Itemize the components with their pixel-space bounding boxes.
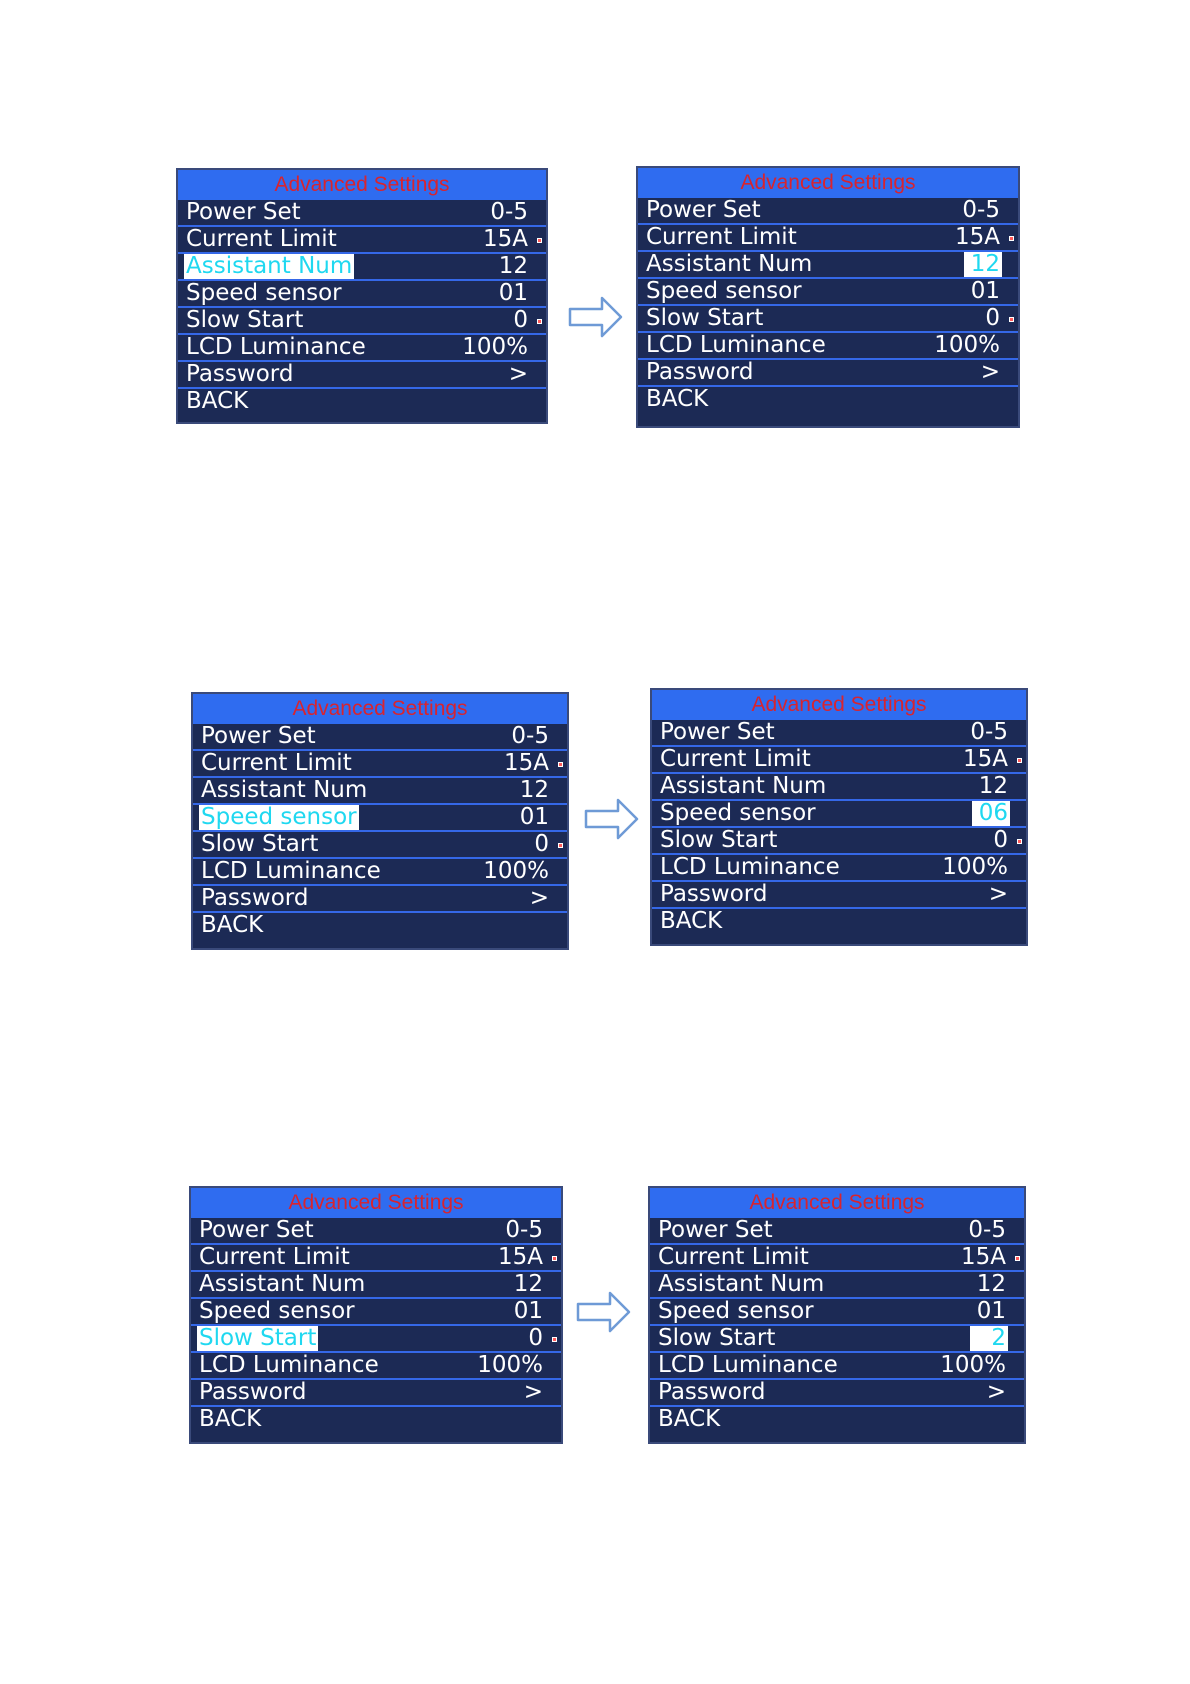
settings-screen-2	[636, 166, 1020, 428]
row-value: 12	[519, 777, 549, 803]
row-label: Assistant Num	[199, 1271, 366, 1297]
row-assistant-num[interactable]	[193, 778, 567, 805]
row-label: BACK	[186, 388, 249, 414]
row-power-set[interactable]	[650, 1218, 1024, 1245]
screen-title: Advanced Settings	[650, 1188, 1024, 1218]
screen-title: Advanced Settings	[178, 170, 546, 200]
indicator-dot-icon	[1017, 839, 1022, 844]
row-power-set[interactable]	[178, 200, 546, 227]
right-arrow-icon	[568, 295, 624, 339]
row-back[interactable]	[650, 1407, 1024, 1434]
row-value: 100%	[462, 334, 528, 360]
indicator-dot-icon	[552, 1337, 557, 1342]
indicator-dot-icon	[537, 319, 542, 324]
row-value: 0-5	[968, 1217, 1006, 1243]
row-label: BACK	[199, 1406, 262, 1432]
right-arrow-icon	[576, 1290, 632, 1334]
row-password[interactable]	[178, 362, 546, 389]
row-current-limit[interactable]	[191, 1245, 561, 1272]
row-label: Power Set	[199, 1217, 314, 1243]
row-assistant-num[interactable]	[652, 774, 1026, 801]
row-lcd-luminance[interactable]	[650, 1353, 1024, 1380]
row-label: Slow Start	[186, 307, 304, 333]
row-slow-start[interactable]	[193, 832, 567, 859]
row-back[interactable]	[652, 909, 1026, 936]
row-label: Power Set	[186, 199, 301, 225]
row-label: LCD Luminance	[660, 854, 840, 880]
screen-title: Advanced Settings	[193, 694, 567, 724]
row-label: LCD Luminance	[646, 332, 826, 358]
row-label: Password	[186, 361, 294, 387]
row-password[interactable]	[650, 1380, 1024, 1407]
row-value: 100%	[477, 1352, 543, 1378]
indicator-dot-icon	[1017, 758, 1022, 763]
screen-title: Advanced Settings	[191, 1188, 561, 1218]
row-value: 0	[985, 305, 1000, 331]
indicator-dot-icon	[552, 1256, 557, 1261]
row-current-limit[interactable]	[178, 227, 546, 254]
row-value: 01	[513, 1298, 543, 1324]
settings-screen-1	[176, 168, 548, 424]
row-value: 100%	[940, 1352, 1006, 1378]
row-value: 100%	[942, 854, 1008, 880]
row-label: Password	[201, 885, 309, 911]
row-value: 0-5	[505, 1217, 543, 1243]
row-label: Slow Start	[201, 831, 319, 857]
row-value-editing[interactable]: 06	[972, 801, 1010, 826]
row-label: Assistant Num	[646, 251, 813, 277]
row-current-limit[interactable]	[652, 747, 1026, 774]
row-label: Assistant Num	[201, 777, 368, 803]
row-label: Assistant Num	[660, 773, 827, 799]
row-value: 15A	[503, 750, 549, 776]
row-speed-sensor[interactable]	[650, 1299, 1024, 1326]
row-value: 0-5	[490, 199, 528, 225]
row-speed-sensor[interactable]	[191, 1299, 561, 1326]
row-current-limit[interactable]	[638, 225, 1018, 252]
chevron-right-icon: >	[986, 1379, 1006, 1405]
row-label: Slow Start	[658, 1325, 776, 1351]
indicator-dot-icon	[558, 762, 563, 767]
chevron-right-icon: >	[980, 359, 1000, 385]
row-value: 100%	[934, 332, 1000, 358]
row-label-selected: Speed sensor	[201, 804, 357, 830]
row-label: BACK	[658, 1406, 721, 1432]
row-label: LCD Luminance	[201, 858, 381, 884]
row-label: LCD Luminance	[186, 334, 366, 360]
settings-screen-5	[189, 1186, 563, 1444]
indicator-dot-icon	[1009, 317, 1014, 322]
row-back[interactable]	[193, 913, 567, 940]
row-label: LCD Luminance	[199, 1352, 379, 1378]
row-power-set[interactable]	[652, 720, 1026, 747]
row-slow-start[interactable]	[638, 306, 1018, 333]
row-power-set[interactable]	[638, 198, 1018, 225]
row-label: Speed sensor	[660, 800, 816, 826]
row-label: Current Limit	[660, 746, 811, 772]
row-value-editing[interactable]: 2	[970, 1326, 1008, 1351]
row-label: Power Set	[658, 1217, 773, 1243]
row-current-limit[interactable]	[193, 751, 567, 778]
indicator-dot-icon	[558, 843, 563, 848]
row-value: 100%	[483, 858, 549, 884]
row-label: BACK	[646, 386, 709, 412]
row-speed-sensor[interactable]	[178, 281, 546, 308]
row-value: 12	[978, 773, 1008, 799]
row-power-set[interactable]	[191, 1218, 561, 1245]
row-value: 12	[513, 1271, 543, 1297]
chevron-right-icon: >	[508, 361, 528, 387]
row-label: Current Limit	[201, 750, 352, 776]
row-label: Current Limit	[646, 224, 797, 250]
indicator-dot-icon	[1009, 236, 1014, 241]
row-label: Current Limit	[199, 1244, 350, 1270]
row-value: 01	[976, 1298, 1006, 1324]
screen-title: Advanced Settings	[638, 168, 1018, 198]
row-assistant-num[interactable]	[638, 252, 1018, 279]
chevron-right-icon: >	[529, 885, 549, 911]
row-value: 0-5	[970, 719, 1008, 745]
indicator-dot-icon	[537, 238, 542, 243]
row-label: Password	[646, 359, 754, 385]
row-value: 01	[498, 280, 528, 306]
row-label: Current Limit	[658, 1244, 809, 1270]
row-value: 12	[976, 1271, 1006, 1297]
row-label: Password	[199, 1379, 307, 1405]
row-assistant-num[interactable]	[650, 1272, 1024, 1299]
row-speed-sensor[interactable]	[193, 805, 567, 832]
row-lcd-luminance[interactable]	[193, 859, 567, 886]
row-value: 15A	[482, 226, 528, 252]
row-power-set[interactable]	[193, 724, 567, 751]
row-label: Speed sensor	[199, 1298, 355, 1324]
row-slow-start[interactable]	[652, 828, 1026, 855]
row-label-selected: Slow Start	[199, 1325, 317, 1351]
chevron-right-icon: >	[523, 1379, 543, 1405]
row-label: Speed sensor	[186, 280, 342, 306]
row-lcd-luminance[interactable]	[638, 333, 1018, 360]
row-password[interactable]	[638, 360, 1018, 387]
settings-screen-3	[191, 692, 569, 950]
row-value: 0-5	[511, 723, 549, 749]
row-label: Power Set	[660, 719, 775, 745]
row-label: Speed sensor	[646, 278, 802, 304]
row-slow-start[interactable]	[650, 1326, 1024, 1353]
row-slow-start[interactable]	[191, 1326, 561, 1353]
row-lcd-luminance[interactable]	[178, 335, 546, 362]
row-password[interactable]	[193, 886, 567, 913]
chevron-right-icon: >	[988, 881, 1008, 907]
row-label-selected: Assistant Num	[186, 253, 353, 279]
indicator-dot-icon	[1015, 1256, 1020, 1261]
row-back[interactable]	[638, 387, 1018, 414]
row-label: Password	[660, 881, 768, 907]
row-label: Assistant Num	[658, 1271, 825, 1297]
row-label: Slow Start	[660, 827, 778, 853]
row-label: Password	[658, 1379, 766, 1405]
row-value: 0	[993, 827, 1008, 853]
row-value: 0	[513, 307, 528, 333]
row-label: Current Limit	[186, 226, 337, 252]
row-label: BACK	[660, 908, 723, 934]
row-assistant-num[interactable]	[178, 254, 546, 281]
settings-screen-4	[650, 688, 1028, 946]
screen-title: Advanced Settings	[652, 690, 1026, 720]
row-password[interactable]	[652, 882, 1026, 909]
row-value: 15A	[962, 746, 1008, 772]
settings-screen-6	[648, 1186, 1026, 1444]
row-value-editing[interactable]: 12	[964, 252, 1002, 277]
row-label: Speed sensor	[658, 1298, 814, 1324]
row-label: Slow Start	[646, 305, 764, 331]
row-assistant-num[interactable]	[191, 1272, 561, 1299]
row-slow-start[interactable]	[178, 308, 546, 335]
row-current-limit[interactable]	[650, 1245, 1024, 1272]
row-value: 15A	[954, 224, 1000, 250]
row-value: 15A	[497, 1244, 543, 1270]
row-back[interactable]	[191, 1407, 561, 1434]
row-label: Power Set	[201, 723, 316, 749]
row-value: 0	[534, 831, 549, 857]
row-lcd-luminance[interactable]	[652, 855, 1026, 882]
row-value: 15A	[960, 1244, 1006, 1270]
row-password[interactable]	[191, 1380, 561, 1407]
row-value: 12	[498, 253, 528, 279]
row-back[interactable]	[178, 389, 546, 416]
row-value: 01	[970, 278, 1000, 304]
row-speed-sensor[interactable]	[652, 801, 1026, 828]
row-label: BACK	[201, 912, 264, 938]
row-value: 01	[519, 804, 549, 830]
row-value: 0-5	[962, 197, 1000, 223]
row-label: Power Set	[646, 197, 761, 223]
row-label: LCD Luminance	[658, 1352, 838, 1378]
row-speed-sensor[interactable]	[638, 279, 1018, 306]
row-lcd-luminance[interactable]	[191, 1353, 561, 1380]
row-value: 0	[528, 1325, 543, 1351]
right-arrow-icon	[584, 797, 640, 841]
